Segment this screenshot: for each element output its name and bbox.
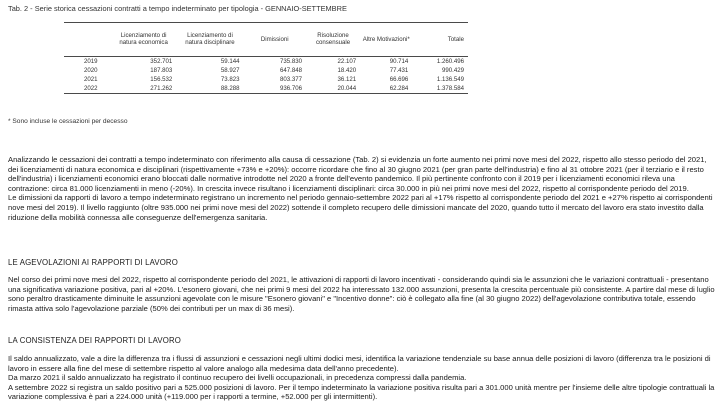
table-header-year [64, 23, 111, 57]
table-cell: 22.107 [337, 57, 357, 65]
table-cell: 62.284 [360, 84, 412, 94]
paragraph-agevolazioni: Nel corso dei primi nove mesi del 2022, rispetto al corrispondente periodo del 2021, le attivazioni di rapporti di lavoro incentivati - considerando quindi sia le assunzioni che le variazioni contrattuali - presentano una significativa variazione positiva, pari al +20%. L'esonero giovani, che nei primi 9 mesi del 2022 ha interessato 132.000 assunzioni, presenta la crescita percentuale più consistente. A partire dal mese di luglio sono peraltro drasticamente diminuite le assunzioni agevolate con le misure "Esonero giovani" e "Incentivo donne": ciò è collegato alla fine (al 30 giugno 2022) dell'agevolazione contributiva totale, essendo rimasta attiva solo l'agevolazione parziale (50% dei contributi per un max di 36 mesi). [8, 275, 715, 313]
table-cell: 352.701 [150, 57, 173, 65]
table-cell: 735.830 [279, 57, 302, 65]
consistenza-section [8, 354, 716, 402]
table-row [64, 57, 468, 67]
agevolazioni-section [8, 275, 716, 313]
table-cell: 271.262 [111, 84, 176, 94]
paragraph-cessazioni: Analizzando le cessazioni dei contratti a tempo indeterminato con riferimento alla causa di cessazione (Tab. 2) si evidenzia un forte aumento nei primi nove mesi del 2022, rispetto allo stesso periodo del 2021, dei licenziamenti di natura economica e disciplinari (rispettivamente +73% e +20%): occorre ricordare che fino al 30 giugno 2021 (per gran parte dell'industria) e fino al 31 ottobre 2021 (per il terziario e il resto dell'industria) i licenziamenti economici erano bloccati dalle normative introdotte nel 2020 a fronte dell'evento pandemico. Il più pertinente confronto con il 2019 per i licenziamenti economici rileva una contrazione: circa 81.000 licenziamenti in meno (-20%). In crescita invece risultano i licenziamenti disciplinari: circa 30.000 in più nei primi nove mesi del 2022, rispetto al corrispondente periodo del 2019. [8, 155, 707, 193]
table-header-row [64, 23, 468, 57]
table-cell: 88.288 [176, 84, 243, 94]
table-cell-total: 990.429 [441, 66, 464, 74]
table-cell: 66.696 [389, 75, 409, 83]
table-cell-year: 2019 [84, 57, 98, 65]
cessazioni-table [64, 22, 468, 94]
table-cell: 187.803 [150, 66, 173, 74]
table-cell: 77.431 [389, 66, 409, 74]
table-cell-total: 1.136.549 [436, 75, 464, 83]
table-cell-total: 1.260.496 [436, 57, 464, 65]
paragraph-saldo: Il saldo annualizzato, vale a dire la differenza tra i flussi di assunzioni e cessazioni negli ultimi dodici mesi, identifica la variazione tendenziale su base annua delle posizioni di lavoro (differenza tra le posizioni di lavoro in essere alla fine del mese di settembre rispetto al valore analogo alla medesima data dell'anno precedente). [8, 354, 711, 373]
table-cell: 647.848 [279, 66, 302, 74]
table-header-totale: Totale [412, 23, 468, 57]
table-footnote: * Sono incluse le cessazioni per decesso [8, 118, 128, 125]
paragraph-recupero: Da marzo 2021 il saldo annualizzato ha registrato il continuo recupero dei livelli occupazionali, in precedenza compressi dalla pandemia. [8, 373, 467, 383]
table-header-dimissioni: Dimissioni [244, 23, 306, 57]
analysis-section [8, 155, 716, 222]
table-row [64, 84, 468, 94]
paragraph-settembre: A settembre 2022 si registra un saldo positivo pari a 525.000 posizioni di lavoro. Per il tempo indeterminato la variazione positiva risulta pari a 301.000 unità mentre per l'insieme delle altre tipologie contrattuali la variazione complessiva è pari a 224.000 unità (+119.000 per i rapporti a termine, +52.000 per gli intermittenti). [8, 382, 715, 402]
table-cell: 73.823 [220, 75, 240, 83]
table-row [64, 75, 468, 84]
heading-agevolazioni: LE AGEVOLAZIONI AI RAPPORTI DI LAVORO [8, 258, 178, 267]
table-cell: 59.144 [220, 57, 240, 65]
table-cell: 20.044 [306, 84, 360, 94]
table-cell-year: 2021 [84, 75, 98, 83]
table-cell: 156.532 [150, 75, 173, 83]
table-header-altre: Altre Motivazioni* [360, 23, 412, 57]
table-cell: 803.377 [279, 75, 302, 83]
table-cell: 18.420 [337, 66, 357, 74]
table-cell: 36.121 [337, 75, 357, 83]
table-header-risoluzione: Risoluzione consensuale [306, 23, 360, 57]
table-cell-year: 2022 [64, 84, 111, 94]
paragraph-dimissioni: Le dimissioni da rapporti di lavoro a tempo indeterminato registrano un incremento nel periodo gennaio-settembre 2022 pari al +17% rispetto al corrispondente periodo del 2021 e +27% rispetto ai corrispondenti nove mesi del 2019). Il livello raggiunto (oltre 935.000 nei primi nove mesi del 2022) sottende il completo recupero delle dimissioni mancate del 2020, quando tutto il mercato del lavoro era stato investito dalla riduzione della mobilità connessa alle conseguenze dell'emergenza sanitaria. [8, 193, 713, 222]
table-cell: 90.714 [389, 57, 409, 65]
table-cell: 58.927 [220, 66, 240, 74]
heading-consistenza: LA CONSISTENZA DEI RAPPORTI DI LAVORO [8, 336, 181, 345]
table-cell: 936.706 [244, 84, 306, 94]
table-header-licenziamento-economico: Licenziamento di natura economica [111, 23, 176, 57]
table-row [64, 66, 468, 75]
table-title: Tab. 2 - Serie storica cessazioni contratti a tempo indeterminato per tipologia - GENNAIO-SETTEMBRE [8, 4, 347, 13]
table-cell-total: 1.378.584 [412, 84, 468, 94]
table-header-licenziamento-disciplinare: Licenziamento di natura disciplinare [176, 23, 243, 57]
table-cell-year: 2020 [84, 66, 98, 74]
